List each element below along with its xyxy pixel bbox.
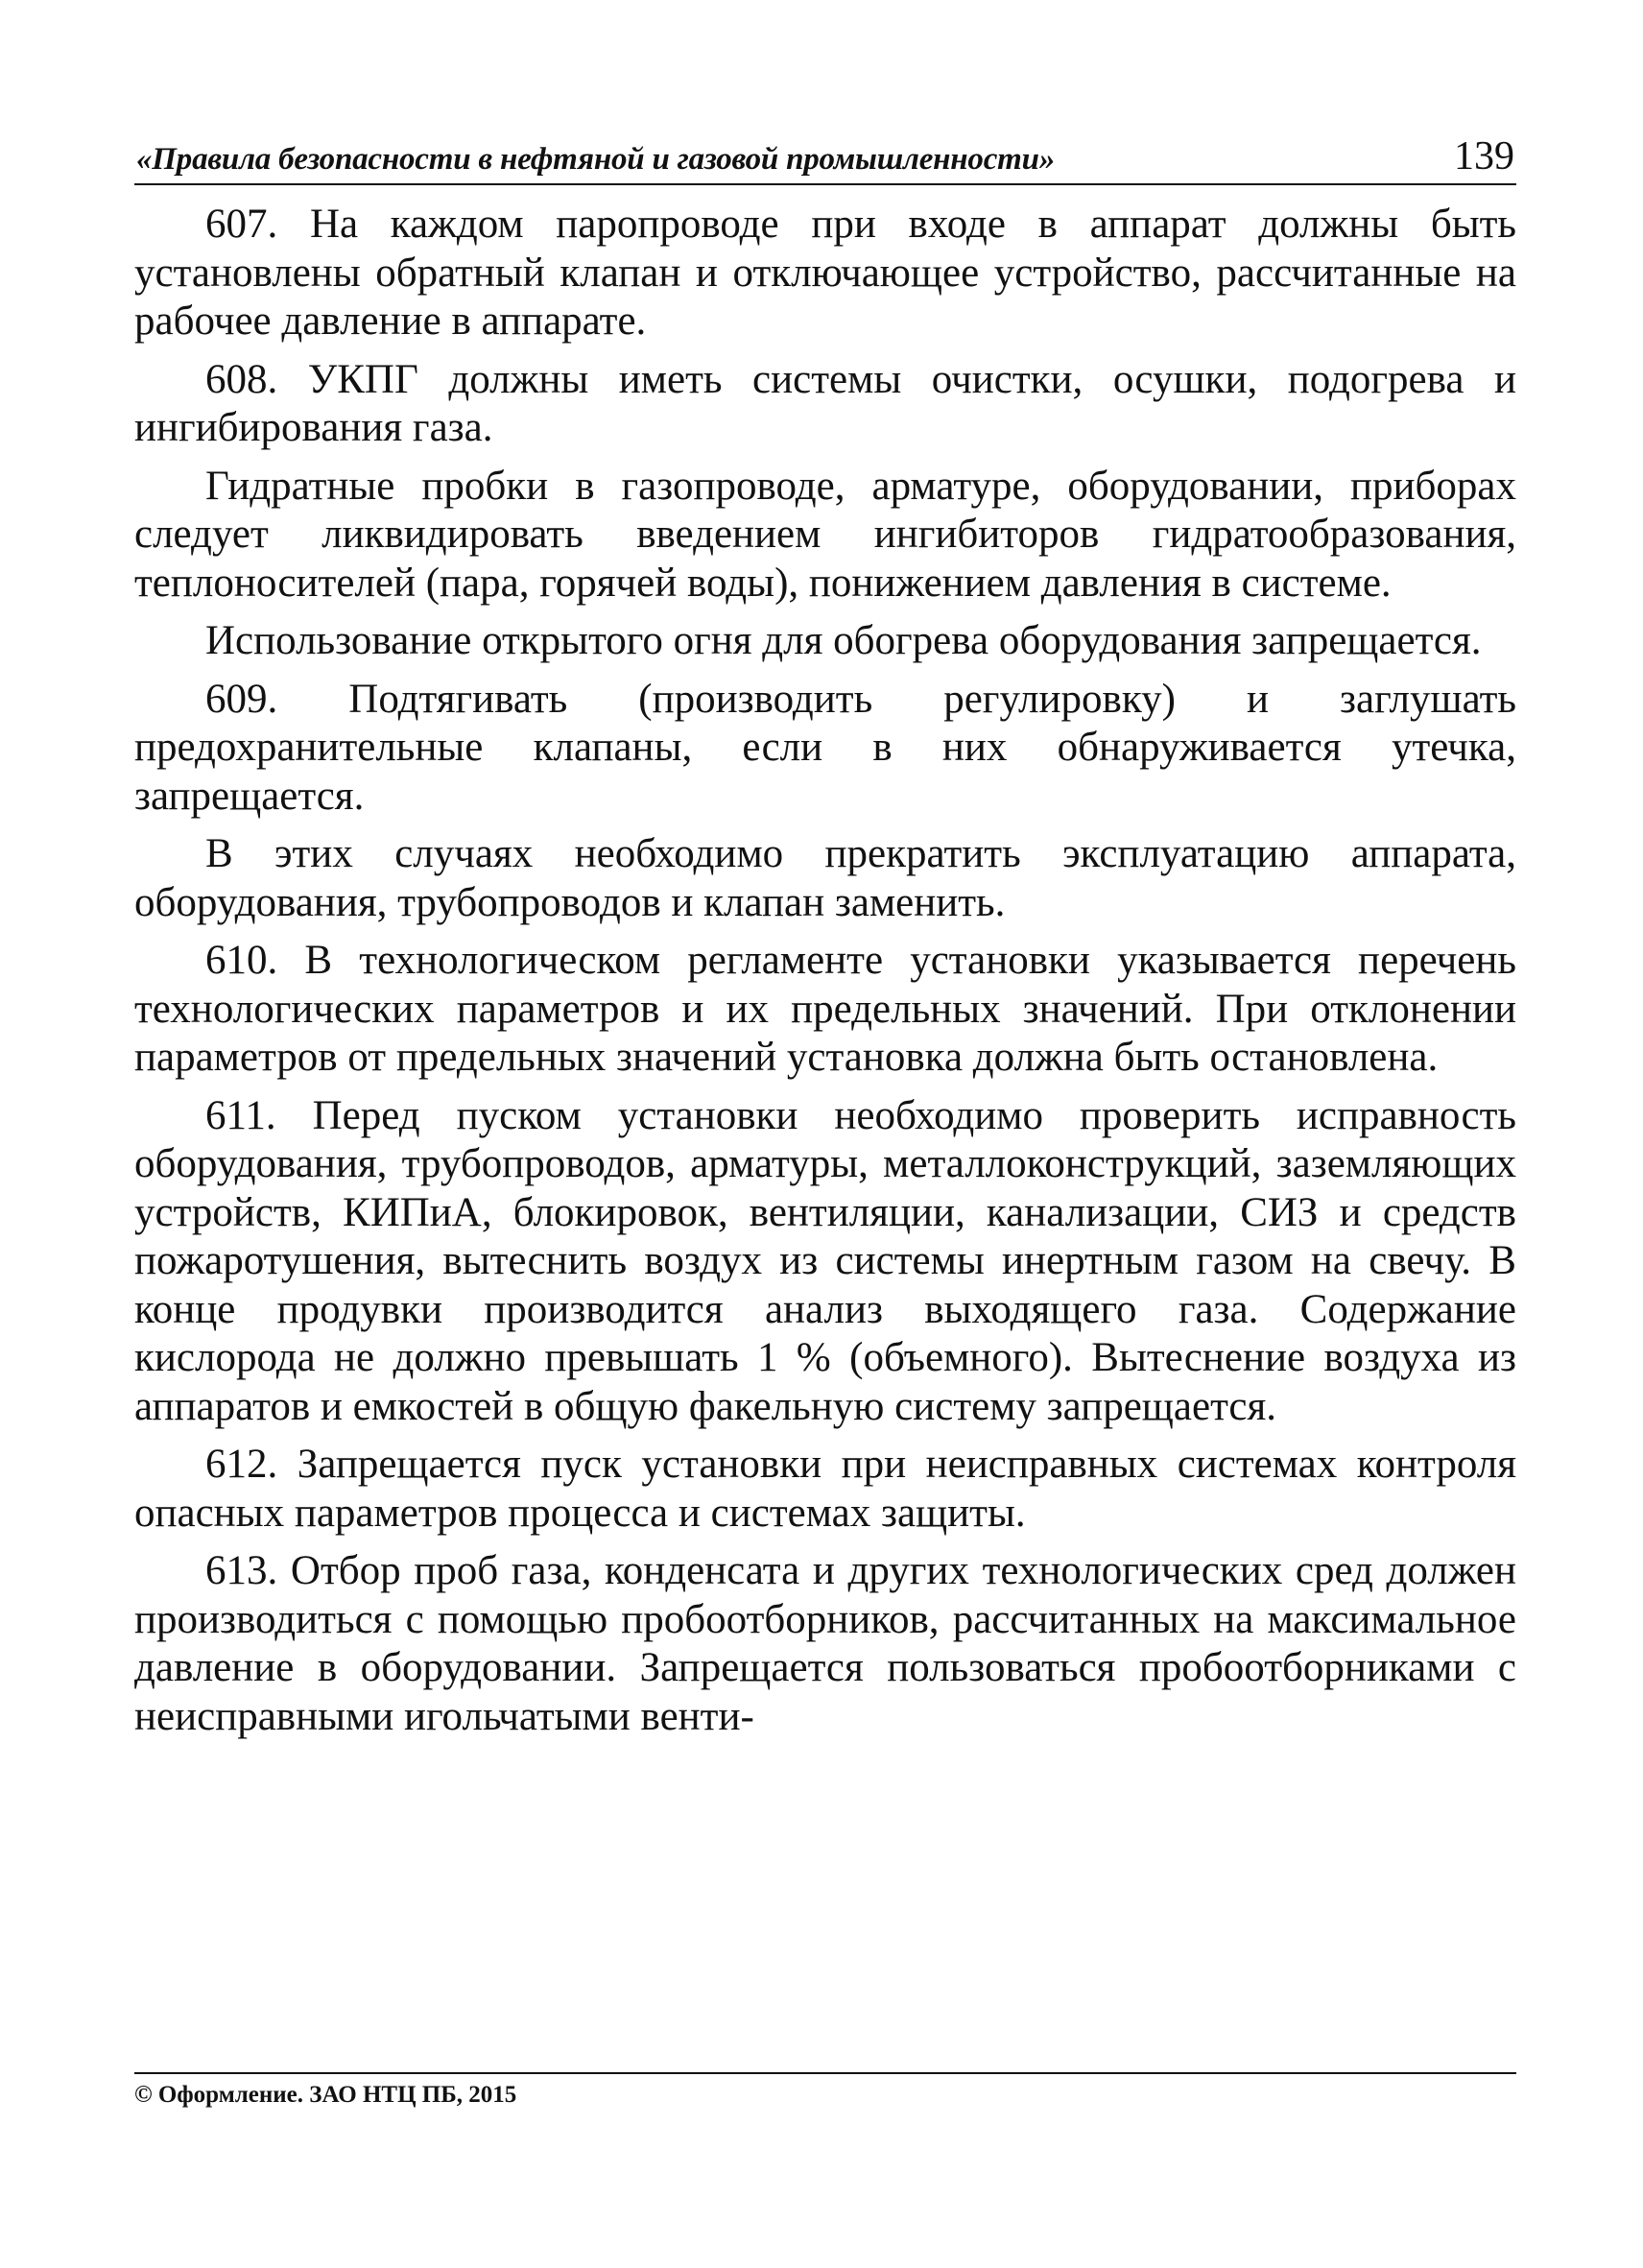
paragraph-608: 608. УКПГ должны иметь системы очистки, осушки, подогрева и ингибирования газа. (134, 356, 1516, 450)
document-page (134, 120, 1516, 2155)
footer-copyright: © Оформление. ЗАО НТЦ ПБ, 2015 (134, 2082, 517, 2108)
footer (134, 2072, 1516, 2109)
page-number: 139 (1454, 134, 1514, 179)
paragraph-609: 609. Подтягивать (производить регулировку) и заглушать предохранительные клапаны, если в них обнаруживается утечка, запрещается. (134, 676, 1516, 819)
paragraph-open-fire: Использование открытого огня для обогрева оборудования запрещается. (205, 618, 1482, 663)
paragraph-613: 613. Отбор проб газа, конденсата и других технологических сред должен производиться с помощью пробоотборников, рассчитанных на максимальное давление в оборудовании. Запрещается пользоваться пробоотборниками с неисправными игольчатыми венти- (134, 1548, 1516, 1739)
header-title: «Правила безопасности в нефтяной и газовой промышленности» (136, 142, 1056, 177)
paragraph-610: 610. В технологическом регламенте установки указывается перечень технологических параметров и их предельных значений. При отклонении параметров от предельных значений установка должна быть остановлена. (134, 938, 1516, 1080)
paragraph-612: 612. Запрещается пуск установки при неисправных системах контроля опасных параметров процесса и системах защиты. (134, 1442, 1516, 1536)
paragraph-607: 607. На каждом паропроводе при входе в аппарат должны быть установлены обратный клапан и отключающее устройство, рассчитанные на рабочее давление в аппарате. (134, 202, 1516, 344)
running-header (134, 120, 1516, 185)
paragraph-609-cases: В этих случаях необходимо прекратить эксплуатацию аппарата, оборудования, трубопроводов и клапан заменить. (134, 831, 1516, 925)
paragraph-611: 611. Перед пуском установки необходимо проверить исправность оборудования, трубопроводов, арматуры, металлоконструкций, заземляющих устройств, КИПиА, блокировок, вентиляции, канализации, СИЗ и средств пожаротушения, вытеснить воздух из системы инертным газом на свечу. В конце продувки производится анализ выходящего газа. Содержание кислорода не должно превышать 1 % (объемного). Вытеснение воздуха из аппаратов и емкостей в общую факельную систему запрещается. (134, 1092, 1516, 1429)
body-text (134, 201, 1516, 1741)
paragraph-hydrate-plugs: Гидратные пробки в газопроводе, арматуре, оборудовании, приборах следует ликвидировать введением ингибиторов гидратообразования, теплоносителей (пара, горячей воды), понижением давления в системе. (134, 463, 1516, 606)
